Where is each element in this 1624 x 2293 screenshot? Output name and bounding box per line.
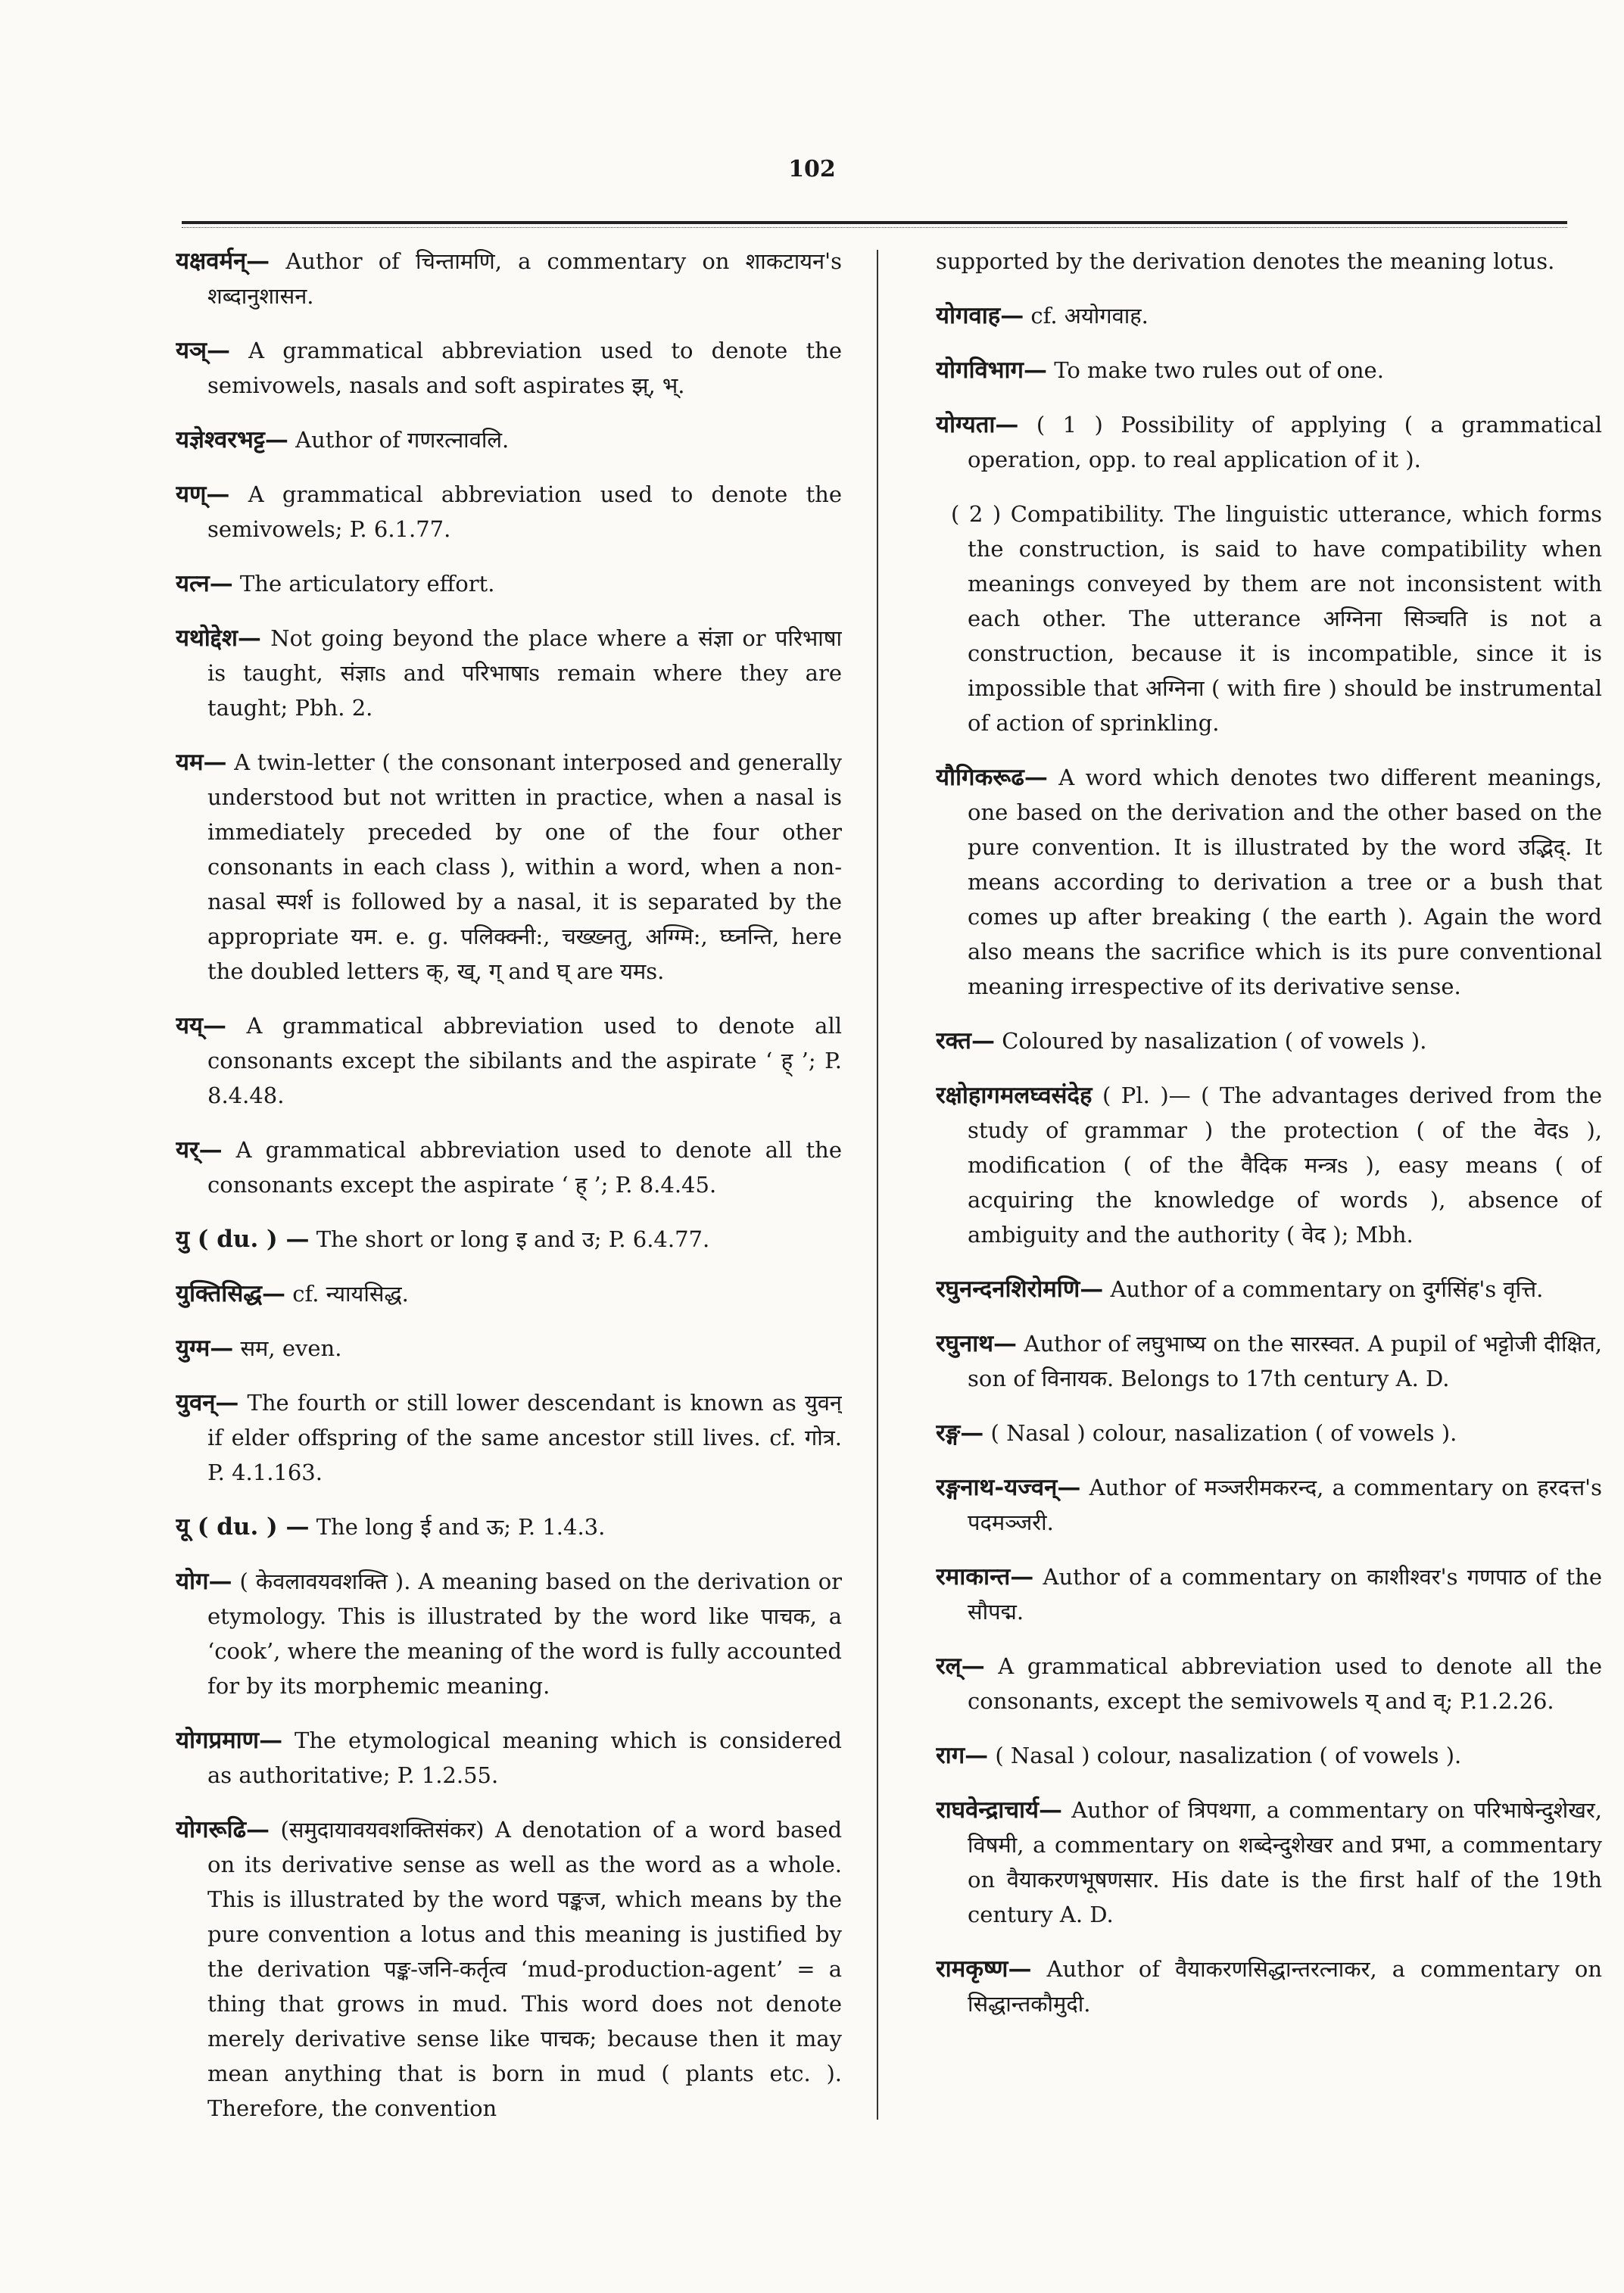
entry-headword: यर्— <box>176 1136 223 1164</box>
entry-definition: ( 2 ) Compatibility. The linguistic utterance, which forms the construction, is said to have compatibility when meanings conveyed by them are not inconsistent with each other. The utterance अग्निना सिञ्चति is not a construction, because it is incompatible, since it is impossible that अग्निना ( with fire ) should be instrumental of action of sprinkling. <box>951 501 1602 736</box>
entry-definition: Author of वैयाकरणसिद्धान्तरत्नाकर, a commentary on सिद्धान्तकौमुदी. <box>968 1956 1602 2017</box>
entry-headword: यण्— <box>176 481 230 508</box>
left-column <box>176 244 842 2227</box>
dictionary-entry <box>176 1331 842 1366</box>
entry-headword: यज्ञेश्वरभट्ट— <box>176 426 288 453</box>
dictionary-entry <box>936 1793 1602 1932</box>
dictionary-entry <box>936 1738 1602 1773</box>
entry-headword: योगविभाग— <box>936 357 1048 384</box>
dictionary-entry <box>176 1008 842 1113</box>
entry-headword: योगवाह— <box>936 302 1024 329</box>
entry-definition: ( 1 ) Possibility of applying ( a grammatical operation, opp. to real application of it ). <box>968 412 1602 472</box>
dictionary-entry <box>176 1564 842 1703</box>
dictionary-entry <box>936 1326 1602 1396</box>
entry-headword: रामकृष्ण— <box>936 1955 1032 1983</box>
entry-headword: योगप्रमाण— <box>176 1727 283 1754</box>
dictionary-entry <box>176 1276 842 1311</box>
entry-headword: रक्त— <box>936 1027 995 1055</box>
entry-headword: यक्षवर्मन्— <box>176 248 270 275</box>
dictionary-entry <box>936 1023 1602 1058</box>
entry-headword: यम— <box>176 749 227 776</box>
dictionary-entry <box>176 244 842 313</box>
entry-headword: योगरूढि— <box>176 1816 270 1843</box>
entry-definition: Author of गणरत्नावलि. <box>295 427 510 453</box>
entry-definition: A grammatical abbreviation used to denote the semivowels, nasals and soft aspirates झ्, भ्. <box>207 338 842 398</box>
entry-definition: ( Nasal ) colour, nasalization ( of vowels ). <box>995 1743 1462 1768</box>
entry-headword: रङ्गनाथ-यज्वन्— <box>936 1474 1081 1501</box>
entry-definition: A word which denotes two different meanings, one based on the derivation and the other based on the pure convention. It is illustrated by the word उद्भिद्. It means according to derivation a tree or a bush that comes up after breaking ( the earth ). Again the word also means the sacrifice which is its pure conventional meaning irrespective of its derivative sense. <box>968 765 1602 999</box>
entry-headword: यू ( du. ) — <box>176 1513 310 1541</box>
entry-definition: (समुदायावयवशक्तिसंकर) A denotation of a word based on its derivative sense as well as the word as a whole. This is illustrated by the word पङ्कज, which means by the pure convention a lotus and this meaning is justified by the derivation पङ्क-जनि-कर्तृत्व ‘mud-production-agent’ = a thing that grows in mud. This word does not denote merely derivative sense like पाचक; because then it may mean anything that is born in mud ( plants etc. ). Therefore, the convention <box>207 1817 842 2121</box>
dictionary-entry <box>176 477 842 547</box>
dictionary-entry <box>936 1272 1602 1307</box>
entry-definition: Not going beyond the place where a संज्ञा or परिभाषा is taught, संज्ञाs and परिभाषाs remain where they are taught; Pbh. 2. <box>207 625 842 721</box>
entry-definition: The fourth or still lower descendant is known as युवन् if elder offspring of the same ancestor still lives. cf. गोत्र. P. 4.1.163. <box>207 1390 842 1485</box>
entry-definition: A grammatical abbreviation used to denote all the consonants, except the semivowels य् and व्; P.1.2.26. <box>968 1653 1602 1714</box>
entry-headword: रल्— <box>936 1653 985 1680</box>
entry-definition: ( केवलावयवशक्ति ). A meaning based on the derivation or etymology. This is illustrated by the word like पाचक, a ‘cook’, where the meaning of the word is fully accounted for by its morphemic meaning. <box>207 1569 842 1699</box>
entry-headword: रघुनाथ— <box>936 1330 1018 1357</box>
entry-headword: यय्— <box>176 1012 226 1039</box>
entry-definition: The articulatory effort. <box>239 571 495 597</box>
dictionary-entry <box>176 1132 842 1202</box>
dictionary-entry <box>176 1812 842 2126</box>
dictionary-entry <box>936 353 1602 388</box>
entry-definition: Author of त्रिपथगा, a commentary on परिभाषेन्दुशेखर, विषमी, a commentary on शब्देन्दुशेखर and प्रभा, a commentary on वैयाकरणभूषणसार. His date is the first half of the 19th century A. D. <box>968 1797 1602 1927</box>
entry-headword: युग्म— <box>176 1335 234 1362</box>
dictionary-entry <box>176 745 842 989</box>
page-number: 102 <box>788 156 836 182</box>
dictionary-entry <box>936 1952 1602 2021</box>
dictionary-entry <box>936 1559 1602 1629</box>
entry-definition: A grammatical abbreviation used to denote all the consonants except the aspirate ‘ ह् ’; P. 8.4.45. <box>207 1137 842 1198</box>
entry-headword: रमाकान्त— <box>936 1563 1034 1590</box>
dictionary-entry <box>936 244 1602 279</box>
entry-headword: यत्न— <box>176 570 233 597</box>
entry-definition: ( Nasal ) colour, nasalization ( of vowels ). <box>990 1420 1457 1446</box>
entry-definition: A grammatical abbreviation used to denote the semivowels; P. 6.1.77. <box>207 481 842 542</box>
entry-definition: Author of a commentary on काशीश्वर's गणपाठ of the सौपद्म. <box>968 1564 1602 1625</box>
entry-headword: राग— <box>936 1742 989 1769</box>
entry-definition: cf. न्यायसिद्ध. <box>292 1281 409 1307</box>
entry-headword: योग— <box>176 1568 232 1595</box>
entry-definition: Author of चिन्तामणि, a commentary on शाकटायन's शब्दानुशासन. <box>207 248 842 309</box>
dictionary-entry <box>936 298 1602 333</box>
dictionary-entry <box>936 407 1602 477</box>
dictionary-entry <box>936 1649 1602 1718</box>
entry-definition: A twin-letter ( the consonant interposed and generally understood but not written in practice, when a nasal is immediately preceded by one of the four other consonants in each class ), within a word, when a non-nasal स्पर्श is followed by a nasal, it is separated by the appropriate यम. e. g. पलिक्क्नी:, चख्ख्नतु, अग्ग्मि:, घ्घ्नन्ति, here the doubled letters क्, ख्, ग् and घ् are यमs. <box>207 749 842 984</box>
entry-definition: The etymological meaning which is considered as authoritative; P. 1.2.55. <box>207 1728 842 1788</box>
dictionary-entry <box>936 1078 1602 1252</box>
entry-headword: रङ्ग— <box>936 1419 984 1447</box>
entry-definition: cf. अयोगवाह. <box>1030 303 1149 329</box>
dictionary-entry <box>936 1470 1602 1540</box>
dictionary-entry <box>936 760 1602 1004</box>
entry-headword: यु ( du. ) — <box>176 1226 310 1253</box>
entry-definition: supported by the derivation denotes the meaning lotus. <box>936 248 1555 274</box>
entry-headword: यथोद्देश— <box>176 625 261 652</box>
entry-definition: सम, even. <box>240 1335 342 1361</box>
dictionary-entry <box>176 621 842 725</box>
entry-definition: ( Pl. )— ( The advantages derived from the study of grammar ) the protection ( of the वेदs ), modification ( of the वैदिक मन्त्रs ), easy means ( of acquiring the knowledge of words ), absence of ambiguity and the authority ( वेद ); Mbh. <box>968 1083 1602 1248</box>
entry-definition: Author of a commentary on दुर्गसिंह's वृत्ति. <box>1110 1276 1544 1302</box>
dictionary-entry <box>936 497 1602 740</box>
entry-definition: To make two rules out of one. <box>1054 357 1384 383</box>
dictionary-entry <box>176 566 842 601</box>
header-rule <box>182 221 1567 224</box>
entry-headword: यौगिकरूढ— <box>936 764 1048 791</box>
dictionary-entry <box>176 422 842 457</box>
dictionary-entry <box>176 1723 842 1793</box>
entry-definition: The short or long इ and उ; P. 6.4.77. <box>316 1226 710 1252</box>
entry-headword: रघुनन्दनशिरोमणि— <box>936 1276 1104 1303</box>
column-divider <box>877 250 878 2120</box>
entry-definition: Coloured by nasalization ( of vowels ). <box>1002 1028 1427 1054</box>
entry-headword: राघवेन्द्राचार्य— <box>936 1796 1063 1824</box>
entry-headword: यञ्— <box>176 337 230 364</box>
entry-headword: युक्तिसिद्ध— <box>176 1280 286 1307</box>
entry-definition: Author of लघुभाष्य on the सारस्वत. A pupil of भट्टोजी दीक्षित, son of विनायक. Belongs to 17th century A. D. <box>968 1331 1602 1391</box>
right-column <box>936 244 1602 2227</box>
entry-definition: The long ई and ऊ; P. 1.4.3. <box>316 1514 606 1540</box>
dictionary-entry <box>176 1222 842 1257</box>
header-dotted-rule <box>182 227 1567 228</box>
dictionary-entry <box>936 1416 1602 1450</box>
dictionary-entry <box>176 333 842 403</box>
dictionary-entry <box>176 1509 842 1544</box>
entry-definition: A grammatical abbreviation used to denote all consonants except the sibilants and the aspirate ‘ ह् ’; P. 8.4.48. <box>207 1013 842 1108</box>
entry-headword: योग्यता— <box>936 411 1019 438</box>
entry-headword: युवन्— <box>176 1389 239 1416</box>
entry-definition: Author of मञ्जरीमकरन्द, a commentary on हरदत्त's पदमञ्जरी. <box>968 1475 1602 1535</box>
dictionary-entry <box>176 1385 842 1490</box>
entry-headword: रक्षोहागमलघ्वसंदेह <box>936 1082 1093 1109</box>
